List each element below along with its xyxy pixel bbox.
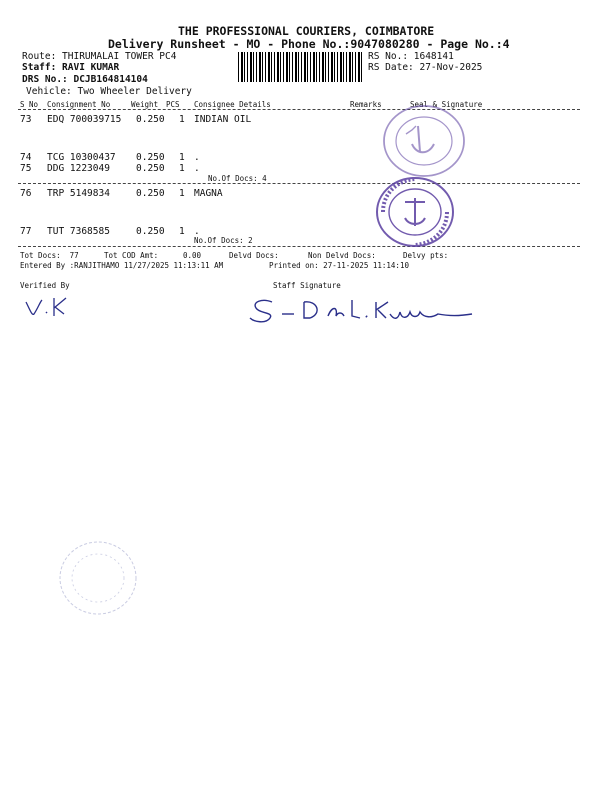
row-weight: 0.250 [136,152,165,163]
col-seal: Seal & Signature [410,100,483,109]
non-delvd-docs: Non Delvd Docs: [308,251,376,260]
staff: Staff: RAVI KUMAR [22,62,120,73]
row-sno: 73 [20,114,32,125]
faint-stamp [56,538,140,618]
col-pcs: PCS [166,100,180,109]
row-weight: 0.250 [136,226,165,237]
route: Route: THIRUMALAI TOWER PC4 [22,51,177,62]
row-consignment: TRP 5149834 [47,188,110,199]
printed-on: Printed on: 27-11-2025 11:14:10 [269,261,409,270]
row-consignee: INDIAN OIL [194,114,252,125]
tot-docs: Tot Docs: 77 [20,251,79,260]
staff-signature [248,296,478,336]
col-sno: S No [20,100,39,109]
company-name: THE PROFESSIONAL COURIERS, COIMBATORE [178,24,435,38]
tot-cod-value: 0.00 [183,251,202,260]
delvd-docs: Delvd Docs: [229,251,279,260]
col-remarks: Remarks [350,100,382,109]
verified-by-label: Verified By [20,281,70,290]
row-consignment: DDG 1223049 [47,163,110,174]
rs-date: RS Date: 27-Nov-2025 [368,62,483,73]
barcode [238,52,364,82]
vehicle: Vehicle: Two Wheeler Delivery [26,86,192,97]
runsheet-title: Delivery Runsheet - MO - Phone No.:9047080280 - Page No.:4 [108,37,510,51]
row-pcs: 1 [179,188,185,199]
company-seal-stamp [375,176,455,248]
row-sno: 75 [20,163,32,174]
row-pcs: 1 [179,226,185,237]
row-sno: 76 [20,188,32,199]
row-consignee: . [194,163,200,174]
divider [18,109,580,110]
rs-number: RS No.: 1648141 [368,51,454,62]
row-consignee: . [194,152,200,163]
divider [18,183,580,184]
row-pcs: 1 [179,163,185,174]
row-weight: 0.250 [136,163,165,174]
row-pcs: 1 [179,152,185,163]
col-weight: Weight [131,100,159,109]
entered-by: Entered By :RANJITHAMO 11/27/2025 11:13:11 AM [20,261,224,270]
drs-number: DRS No.: DCJB164814104 [22,74,148,85]
row-sno: 77 [20,226,32,237]
row-consignment: TCG 10300437 [47,152,116,163]
docs-note: No.Of Docs: 4 [208,174,267,183]
row-sno: 74 [20,152,32,163]
row-pcs: 1 [179,114,185,125]
docs-note: No.Of Docs: 2 [194,236,253,245]
staff-signature-label: Staff Signature [273,281,341,290]
col-consignee: Consignee Details [194,100,271,109]
delvy-pts: Delvy pts: [403,251,449,260]
divider [18,246,580,247]
row-weight: 0.250 [136,114,165,125]
row-consignee: MAGNA [194,188,223,199]
col-consignment: Consignment No [47,100,111,109]
row-weight: 0.250 [136,188,165,199]
row-consignment: TUT 7368585 [47,226,110,237]
row-consignment: EDQ 700039715 [47,114,122,125]
verified-initials-signature [24,296,84,326]
company-seal-stamp [382,104,466,178]
tot-cod-label: Tot COD Amt: [104,251,159,260]
row-consignee: . [194,226,200,237]
